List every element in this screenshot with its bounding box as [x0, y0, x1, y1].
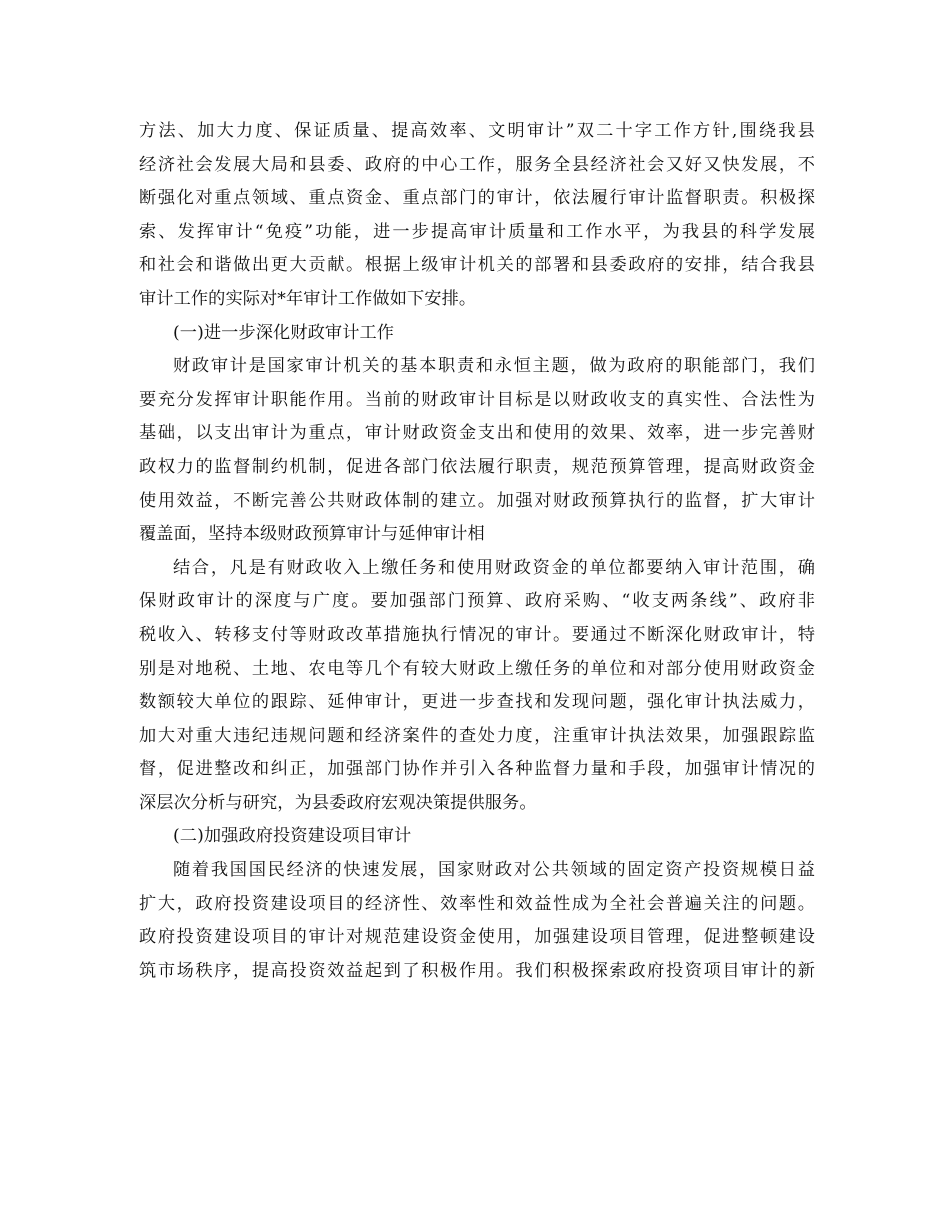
text-line: 结合，凡是有财政收入上缴任务和使用财政资金的单位都要纳入审计范围，确	[173, 557, 815, 578]
text-line: 覆盖面，坚持本级财政预算审计与延伸审计相	[139, 524, 485, 545]
text-line: 税收入、转移支付等财政改革措施执行情况的审计。要通过不断深化财政审计，特	[139, 624, 815, 645]
section-heading: (二)加强政府投资建设项目审计	[173, 826, 412, 847]
text-line: 督，促进整改和纠正，加强部门协作并引入各种监督力量和手段，加强审计情况的	[139, 759, 815, 780]
text-line: 断强化对重点领域、重点资金、重点部门的审计，依法履行审计监督职责。积极探	[139, 188, 815, 209]
text-line: 政权力的监督制约机制，促进各部门依法履行职责，规范预算管理，提高财政资金	[139, 456, 815, 477]
text-line: 加大对重大违纪违规问题和经济案件的查处力度，注重审计执法效果，加强跟踪监	[139, 725, 815, 746]
text-line: 索、发挥审计“免疫”功能，进一步提高审计质量和工作水平，为我县的科学发展	[139, 221, 815, 242]
text-line: 方法、加大力度、保证质量、提高效率、文明审计”双二十字工作方针,围绕我县	[139, 121, 815, 141]
text-line: 筑市场秩序，提高投资效益起到了积极作用。我们积极探索政府投资项目审计的新	[139, 960, 815, 981]
text-line: 和社会和谐做出更大贡献。根据上级审计机关的部署和县委政府的安排，结合我县	[139, 255, 815, 276]
text-line: 随着我国国民经济的快速发展，国家财政对公共领域的固定资产投资规模日益	[173, 860, 815, 881]
text-line: 要充分发挥审计职能作用。当前的财政审计目标是以财政收支的真实性、合法性为	[139, 389, 815, 410]
text-line: 保财政审计的深度与广度。要加强部门预算、政府采购、“收支两条线”、政府非	[139, 591, 815, 612]
text-line: 深层次分析与研究，为县委政府宏观决策提供服务。	[139, 792, 537, 813]
text-line: 使用效益，不断完善公共财政体制的建立。加强对财政预算执行的监督，扩大审计	[139, 490, 815, 511]
document-body	[139, 115, 815, 988]
text-line: 财政审计是国家审计机关的基本职责和永恒主题，做为政府的职能部门，我们	[173, 356, 815, 377]
text-line: 扩大，政府投资建设项目的经济性、效率性和效益性成为全社会普遍关注的问题。	[139, 893, 815, 914]
text-line: 政府投资建设项目的审计对规范建设资金使用，加强建设项目管理，促进整顿建设	[139, 927, 815, 948]
text-line: 基础，以支出审计为重点，审计财政资金支出和使用的效果、效率，进一步完善财	[139, 423, 815, 444]
text-line: 数额较大单位的跟踪、延伸审计，更进一步查找和发现问题，强化审计执法威力，	[139, 692, 815, 713]
text-line: 别是对地税、土地、农电等几个有较大财政上缴任务的单位和对部分使用财政资金	[139, 658, 815, 679]
text-line: 审计工作的实际对*年审计工作做如下安排。	[139, 288, 477, 309]
section-heading: (一)进一步深化财政审计工作	[173, 322, 395, 343]
text-line: 经济社会发展大局和县委、政府的中心工作，服务全县经济社会又好又快发展，不	[139, 154, 815, 175]
